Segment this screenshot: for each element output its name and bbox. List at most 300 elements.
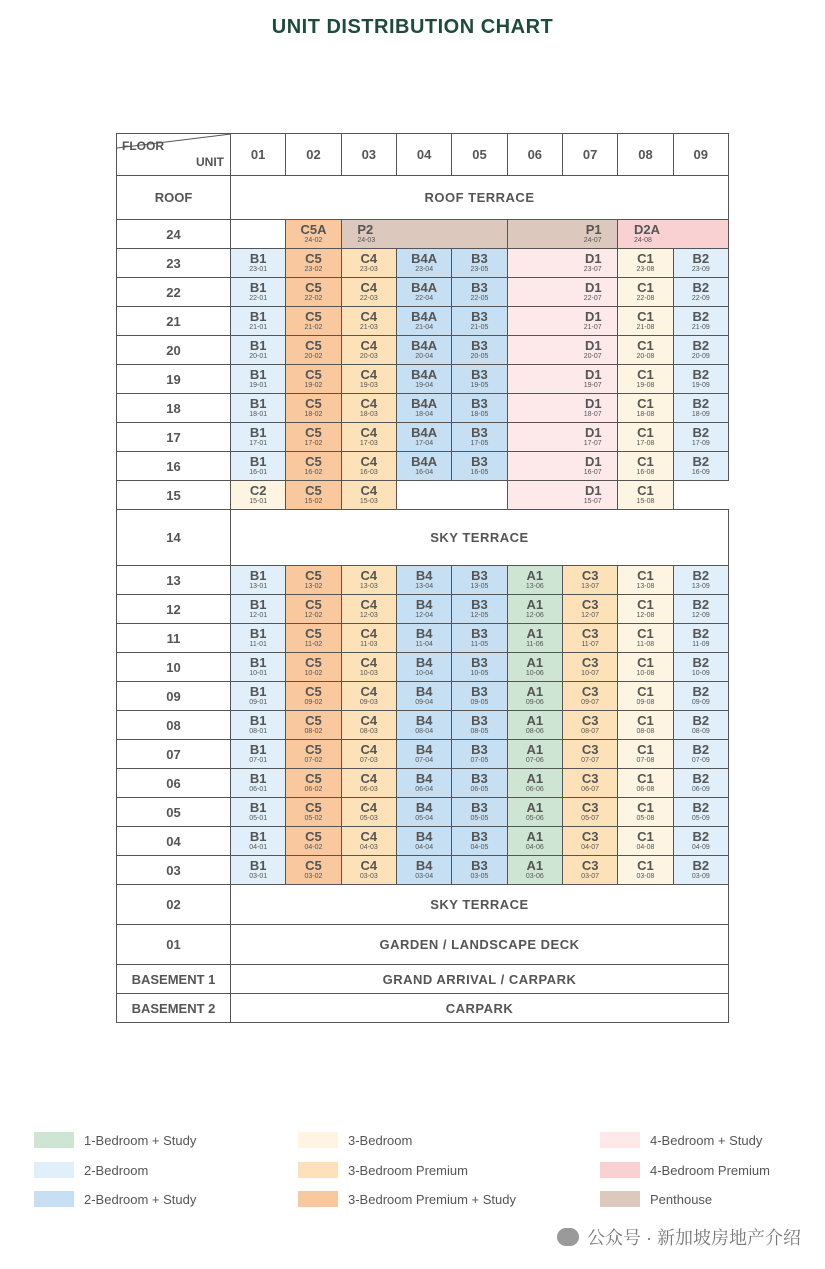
unit-number: 06-05 [470, 786, 489, 793]
unit-type: B2 [692, 713, 710, 728]
unit-number: 12-06 [525, 612, 544, 619]
unit-column-header [285, 133, 341, 176]
unit-number: 16-04 [415, 469, 434, 476]
unit-cell [285, 306, 341, 336]
unit-type: A1 [526, 800, 544, 815]
legend-swatch [34, 1162, 74, 1178]
unit-type: C5 [305, 338, 322, 353]
unit-number: 06-09 [691, 786, 710, 793]
unit-cell [617, 797, 673, 827]
unit-type: C4 [360, 829, 378, 844]
floor-number: 19 [166, 371, 181, 387]
unit-type: B3 [471, 251, 488, 266]
unit-type: C5 [305, 425, 322, 440]
unit-number: 08-02 [304, 728, 323, 735]
unit-number: 04-06 [525, 844, 544, 851]
unit-cell [451, 826, 507, 856]
unit-cell [507, 422, 619, 452]
unit-number: 12-09 [691, 612, 710, 619]
unit-number: 22-05 [470, 295, 489, 302]
unit-number: 10-08 [636, 670, 655, 677]
floor-number: 09 [166, 688, 181, 704]
unit-type: C4 [360, 454, 378, 469]
unit-type: D1 [585, 483, 602, 498]
unit-number: 18-02 [304, 411, 323, 418]
unit-type: B1 [249, 829, 267, 844]
unit-number: 12-07 [581, 612, 600, 619]
unit-number: 17-05 [470, 440, 489, 447]
unit-type: B1 [249, 338, 267, 353]
unit-number: 06-08 [636, 786, 655, 793]
floor-label [116, 422, 231, 452]
unit-type: B1 [249, 597, 267, 612]
unit-cell [617, 594, 673, 624]
unit-cell [617, 393, 673, 423]
unit-type: C5 [305, 251, 322, 266]
unit-cell [562, 739, 618, 769]
unit-cell [451, 768, 507, 798]
unit-type: C1 [637, 367, 654, 382]
unit-number: 08-04 [415, 728, 434, 735]
unit-number: 20-02 [304, 353, 323, 360]
legend-label: 4-Bedroom Premium [650, 1162, 770, 1178]
unit-cell [507, 277, 619, 307]
unit-type: B3 [471, 309, 488, 324]
unit-type: C5 [305, 742, 322, 757]
unit-cell [673, 335, 729, 365]
amenity-label: ROOF TERRACE [424, 190, 535, 205]
unit-number: 17-04 [415, 440, 434, 447]
unit-type: C1 [637, 771, 654, 786]
unit-number: 11-06 [526, 641, 544, 648]
unit-number: 20-04 [415, 353, 434, 360]
unit-cell [617, 623, 673, 653]
unit-type: C2 [249, 483, 267, 498]
unit-type: C5 [305, 684, 322, 699]
unit-number: 03-03 [359, 873, 378, 880]
unit-type: B2 [692, 655, 710, 670]
legend-item [600, 1191, 712, 1207]
unit-number: 03-01 [249, 873, 268, 880]
unit-cell [396, 739, 452, 769]
floor-number: 23 [166, 255, 181, 271]
unit-cell [451, 681, 507, 711]
unit-number: 11-01 [249, 641, 267, 648]
unit-number: 08-07 [581, 728, 600, 735]
unit-type: C1 [637, 800, 654, 815]
unit-type: C1 [637, 684, 654, 699]
unit-cell [673, 768, 729, 798]
unit-type: C5 [305, 483, 322, 498]
unit-type: B1 [249, 742, 267, 757]
unit-type: B4 [415, 568, 433, 583]
unit-number: 12-02 [304, 612, 323, 619]
unit-cell [451, 364, 507, 394]
unit-cell [507, 797, 563, 827]
floor-label [116, 306, 231, 336]
unit-distribution-grid [117, 134, 729, 1023]
unit-column-label: 03 [361, 147, 377, 162]
unit-type: B4 [415, 829, 433, 844]
unit-number: 20-08 [636, 353, 655, 360]
unit-type: C1 [637, 742, 654, 757]
floor-label [116, 855, 231, 885]
unit-type: C1 [637, 829, 654, 844]
floor-number: BASEMENT 1 [131, 971, 216, 987]
unit-type: C3 [581, 742, 599, 757]
unit-cell [617, 422, 673, 452]
floor-number: 14 [166, 530, 181, 545]
unit-number: 03-05 [470, 873, 489, 880]
unit-type: C5 [305, 771, 322, 786]
unit-type: C4 [360, 568, 378, 583]
unit-cell [451, 652, 507, 682]
unit-cell [230, 277, 286, 307]
unit-type: B4 [415, 742, 433, 757]
floor-number: 21 [166, 313, 181, 329]
unit-cell [396, 565, 452, 595]
unit-cell [507, 480, 619, 510]
unit-cell [285, 855, 341, 885]
unit-cell [341, 364, 397, 394]
unit-cell [230, 710, 286, 740]
unit-cell [396, 855, 452, 885]
unit-type: C3 [581, 655, 599, 670]
unit-type: B2 [692, 684, 710, 699]
unit-column-header [673, 133, 729, 176]
unit-number: 09-03 [359, 699, 378, 706]
unit-number: 13-09 [691, 583, 710, 590]
unit-type: A1 [526, 568, 544, 583]
floor-amenity [230, 964, 729, 994]
unit-cell [230, 393, 286, 423]
unit-type: C3 [581, 771, 599, 786]
unit-cell [341, 451, 397, 481]
unit-type: A1 [526, 742, 544, 757]
unit-number: 23-05 [470, 266, 489, 273]
unit-number: 12-08 [636, 612, 655, 619]
unit-cell [673, 248, 729, 278]
unit-type: B4A [411, 367, 438, 382]
unit-cell [451, 277, 507, 307]
unit-type: C3 [581, 568, 599, 583]
unit-number: 09-04 [415, 699, 434, 706]
unit-type: B2 [692, 309, 710, 324]
unit-type: C4 [360, 684, 378, 699]
unit-type: D1 [585, 251, 602, 266]
unit-type: B1 [249, 454, 267, 469]
unit-cell [230, 248, 286, 278]
unit-number: 23-03 [359, 266, 378, 273]
unit-cell [451, 335, 507, 365]
unit-cell [341, 335, 397, 365]
unit-type: B3 [471, 367, 488, 382]
unit-type: A1 [526, 655, 544, 670]
unit-number: 13-08 [636, 583, 655, 590]
unit-type: B1 [249, 425, 267, 440]
unit-number: 07-06 [525, 757, 544, 764]
unit-cell [617, 681, 673, 711]
unit-number: 21-01 [249, 324, 268, 331]
unit-type: C4 [360, 280, 378, 295]
unit-type: B2 [692, 771, 710, 786]
unit-type: B1 [249, 367, 267, 382]
amenity-label: GRAND ARRIVAL / CARPARK [382, 971, 577, 987]
unit-number: 04-03 [359, 844, 378, 851]
amenity-label: CARPARK [445, 1000, 514, 1016]
legend-label: 4-Bedroom + Study [650, 1132, 763, 1148]
unit-cell [562, 710, 618, 740]
unit-cell [396, 623, 452, 653]
unit-cell [507, 623, 563, 653]
floor-amenity [230, 924, 729, 965]
unit-type: A1 [526, 713, 544, 728]
unit-cell [451, 739, 507, 769]
unit-cell [230, 826, 286, 856]
unit-column-header [230, 133, 286, 176]
legend-swatch [298, 1132, 338, 1148]
unit-type: C4 [360, 771, 378, 786]
unit-type: B4 [415, 858, 433, 873]
unit-cell [396, 652, 452, 682]
unit-cell [396, 306, 452, 336]
unit-number: 13-02 [304, 583, 323, 590]
unit-type: C1 [637, 280, 654, 295]
unit-number: 19-04 [415, 382, 434, 389]
unit-type: C5 [305, 655, 322, 670]
unit-number: 18-07 [583, 411, 602, 418]
unit-type: B3 [471, 829, 488, 844]
unit-number: 13-04 [415, 583, 434, 590]
unit-number: 16-02 [304, 469, 323, 476]
unit-column-label: 07 [582, 147, 598, 162]
unit-cell [507, 594, 563, 624]
unit-cell [285, 739, 341, 769]
unit-cell [617, 826, 673, 856]
unit-type: B2 [692, 396, 710, 411]
unit-cell [341, 565, 397, 595]
unit-number: 19-05 [470, 382, 489, 389]
unit-number: 22-03 [359, 295, 378, 302]
unit-cell [673, 826, 729, 856]
unit-number: 10-02 [304, 670, 323, 677]
unit-column-label: 08 [638, 147, 653, 162]
unit-number: 11-04 [415, 641, 433, 648]
unit-number: 12-03 [359, 612, 378, 619]
unit-number: 19-02 [304, 382, 323, 389]
unit-type: B4 [415, 597, 433, 612]
unit-number: 10-07 [581, 670, 600, 677]
unit-type: C4 [360, 626, 378, 641]
unit-cell [451, 855, 507, 885]
floor-number: 18 [166, 400, 181, 416]
unit-cell [451, 422, 507, 452]
unit-cell [562, 565, 618, 595]
unit-type: D1 [585, 425, 602, 440]
unit-cell [230, 422, 286, 452]
unit-type: C4 [360, 309, 378, 324]
floor-label [116, 277, 231, 307]
unit-number: 22-07 [583, 295, 602, 302]
unit-number: 22-08 [636, 295, 655, 302]
unit-type: A1 [526, 684, 544, 699]
unit-number: 05-02 [304, 815, 323, 822]
unit-type: C4 [360, 713, 378, 728]
unit-type: B1 [249, 684, 267, 699]
floor-number: 17 [166, 429, 181, 445]
unit-type: B2 [692, 251, 710, 266]
unit-type: B3 [471, 858, 488, 873]
unit-number: 21-05 [470, 324, 489, 331]
unit-number: 20-07 [583, 353, 602, 360]
unit-type: C1 [637, 454, 654, 469]
unit-cell [285, 623, 341, 653]
unit-number: 22-04 [415, 295, 434, 302]
unit-number: 06-04 [415, 786, 434, 793]
floor-number: 01 [166, 937, 181, 952]
unit-type: C1 [637, 425, 654, 440]
unit-cell [451, 565, 507, 595]
legend-swatch [34, 1132, 74, 1148]
unit-number: 10-04 [415, 670, 434, 677]
unit-cell [230, 335, 286, 365]
unit-number: 19-03 [359, 382, 378, 389]
unit-type: C5 [305, 280, 322, 295]
unit-cell [451, 306, 507, 336]
amenity-label: GARDEN / LANDSCAPE DECK [379, 937, 580, 952]
unit-number: 19-01 [249, 382, 268, 389]
unit-type: D1 [585, 454, 602, 469]
unit-type: C5 [305, 568, 322, 583]
unit-cell [396, 364, 452, 394]
unit-number: 07-08 [636, 757, 655, 764]
unit-number: 16-07 [583, 469, 602, 476]
unit-type: B4 [415, 771, 433, 786]
floor-number: 15 [166, 487, 181, 503]
unit-cell [396, 335, 452, 365]
unit-type: B1 [249, 280, 267, 295]
unit-number: 11-02 [304, 641, 323, 648]
unit-number: 16-09 [691, 469, 710, 476]
unit-cell [285, 797, 341, 827]
unit-number: 04-04 [415, 844, 434, 851]
wechat-icon [557, 1228, 579, 1246]
unit-cell [562, 652, 618, 682]
unit-cell [617, 565, 673, 595]
unit-number: 20-05 [470, 353, 489, 360]
unit-type: B3 [471, 800, 488, 815]
unit-type: C5 [305, 309, 322, 324]
floor-number: 02 [166, 897, 181, 912]
floor-number: 07 [166, 746, 181, 762]
unit-cell [396, 248, 452, 278]
unit-cell [341, 306, 397, 336]
unit-number: 07-07 [581, 757, 600, 764]
unit-cell [617, 652, 673, 682]
unit-cell [396, 277, 452, 307]
unit-number: 06-01 [249, 786, 268, 793]
unit-cell [617, 451, 673, 481]
unit-type: B3 [471, 280, 488, 295]
unit-cell [285, 219, 341, 249]
unit-type: B3 [471, 655, 488, 670]
unit-number: 06-07 [581, 786, 600, 793]
unit-number: 05-09 [691, 815, 710, 822]
unit-column-header [341, 133, 397, 176]
floor-amenity [230, 993, 729, 1023]
unit-number: 17-08 [636, 440, 655, 447]
unit-number: 11-03 [360, 641, 378, 648]
unit-number: 09-06 [525, 699, 544, 706]
legend-item [34, 1191, 196, 1207]
unit-type: B4A [411, 425, 438, 440]
unit-cell [285, 826, 341, 856]
floor-label [116, 594, 231, 624]
unit-type: A1 [526, 597, 544, 612]
unit-cell [230, 594, 286, 624]
unit-number: 17-07 [583, 440, 602, 447]
unit-cell [341, 393, 397, 423]
floor-label [116, 509, 231, 566]
unit-cell [617, 219, 729, 249]
unit-column-header [562, 133, 618, 176]
unit-cell [230, 565, 286, 595]
unit-number: 07-04 [415, 757, 434, 764]
unit-cell [673, 306, 729, 336]
unit-number: 07-05 [470, 757, 489, 764]
unit-cell [617, 364, 673, 394]
unit-type: B3 [471, 568, 488, 583]
unit-cell [285, 681, 341, 711]
unit-cell [451, 797, 507, 827]
unit-cell [507, 855, 563, 885]
floor-label [116, 623, 231, 653]
unit-number: 22-02 [304, 295, 323, 302]
unit-type: C4 [360, 251, 378, 266]
unit-cell [617, 480, 673, 510]
unit-cell [673, 739, 729, 769]
unit-type: C1 [637, 396, 654, 411]
unit-cell [673, 710, 729, 740]
floor-number: 10 [166, 659, 181, 675]
unit-cell [617, 306, 673, 336]
unit-type: B2 [692, 597, 710, 612]
unit-type: C4 [360, 483, 378, 498]
unit-number: 04-07 [581, 844, 600, 851]
unit-type: C1 [637, 858, 654, 873]
legend-item [600, 1132, 762, 1148]
unit-type: B4A [411, 280, 438, 295]
unit-cell [230, 768, 286, 798]
unit-type: C4 [360, 396, 378, 411]
unit-number: 03-07 [581, 873, 600, 880]
unit-number: 13-07 [581, 583, 600, 590]
unit-cell [230, 855, 286, 885]
floor-label [116, 175, 231, 220]
floor-number: 04 [166, 833, 181, 849]
unit-type: B2 [692, 425, 710, 440]
unit-number: 22-09 [691, 295, 710, 302]
unit-type: B2 [692, 800, 710, 815]
unit-number: 19-08 [636, 382, 655, 389]
legend-label: 1-Bedroom + Study [84, 1132, 197, 1148]
unit-number: 05-04 [415, 815, 434, 822]
unit-number: 24-02 [304, 237, 323, 244]
unit-number: 11-07 [581, 641, 599, 648]
unit-cell [562, 855, 618, 885]
unit-number: 24-07 [583, 237, 602, 244]
unit-cell [451, 451, 507, 481]
